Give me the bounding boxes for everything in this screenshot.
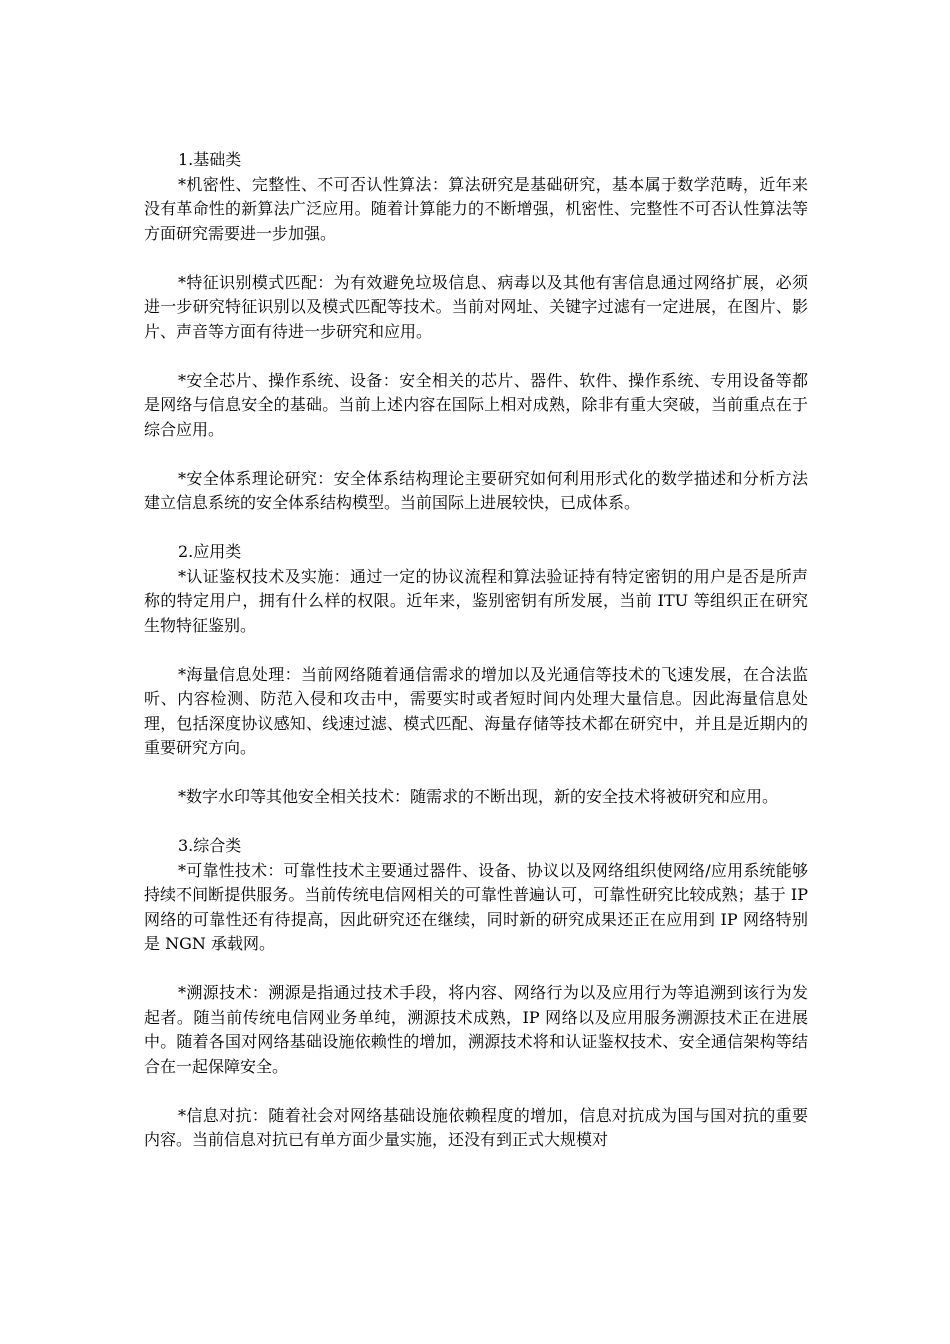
paragraph-confidentiality-algorithms: *机密性、完整性、不可否认性算法：算法研究是基础研究，基本属于数学范畴，近年来没有革命性的新算法广泛应用。随着计算能力的不断增强，机密性、完整性不可否认性算法等方面研究需要进一步加强。 [144,174,808,243]
section-heading-comprehensive: 3.综合类 [178,836,242,855]
paragraph-massive-information: *海量信息处理：当前网络随着通信需求的增加以及光通信等技术的飞速发展，在合法监听、内容检测、防范入侵和攻击中，需要实时或者短时间内处理大量信息。因此海量信息处理，包括深度协议感知、线速过滤、模式匹配、海量存储等技术都在研究中，并且是近期内的重要研究方向。 [144,664,808,757]
document-page [144,148,808,1153]
paragraph-feature-recognition: *特征识别模式匹配：为有效避免垃圾信息、病毒以及其他有害信息通过网络扩展，必须进一步研究特征识别以及模式匹配等技术。当前对网址、关键字过滤有一定进展，在图片、影片、声音等方面有待进一步研究和应用。 [144,272,808,341]
section-basic [144,148,808,516]
paragraph-reliability: *可靠性技术：可靠性技术主要通过器件、设备、协议以及网络组织使网络/应用系统能够持续不间断提供服务。当前传统电信网相关的可靠性普遍认可，可靠性研究比较成熟；基于 IP 网络的可靠性还有待提高，因此研究还在继续，同时新的研究成果还正在应用到 IP 网络特别是 NGN 承载网。 [144,860,808,953]
paragraph-authentication: *认证鉴权技术及实施：通过一定的协议流程和算法验证持有特定密钥的用户是否是所声称的特定用户，拥有什么样的权限。近年来，鉴别密钥有所发展，当前 ITU 等组织正在研究生物特征鉴别。 [144,566,808,635]
paragraph-information-warfare: *信息对抗：随着社会对网络基础设施依赖程度的增加，信息对抗成为国与国对抗的重要内容。当前信息对抗已有单方面少量实施，还没有到正式大规模对 [144,1105,808,1149]
paragraph-digital-watermark: *数字水印等其他安全相关技术：随需求的不断出现，新的安全技术将被研究和应用。 [178,787,779,806]
paragraph-security-chips: *安全芯片、操作系统、设备：安全相关的芯片、器件、软件、操作系统、专用设备等都是网络与信息安全的基础。当前上述内容在国际上相对成熟，除非有重大突破，当前重点在于综合应用。 [144,370,808,439]
paragraph-security-architecture: *安全体系理论研究：安全体系结构理论主要研究如何利用形式化的数学描述和分析方法建立信息系统的安全体系结构模型。当前国际上进展较快，已成体系。 [144,468,808,512]
section-application [144,540,808,810]
paragraph-traceability: *溯源技术：溯源是指通过技术手段，将内容、网络行为以及应用行为等追溯到该行为发起者。随当前传统电信网业务单纯，溯源技术成熟，IP 网络以及应用服务溯源技术正在进展中。随着各国对网络基础设施依赖性的增加，溯源技术将和认证鉴权技术、安全通信架构等结合在一起保障安全。 [144,983,808,1076]
section-heading-application: 2.应用类 [178,542,242,561]
section-heading-basic: 1.基础类 [178,150,242,169]
section-comprehensive [144,834,808,1153]
